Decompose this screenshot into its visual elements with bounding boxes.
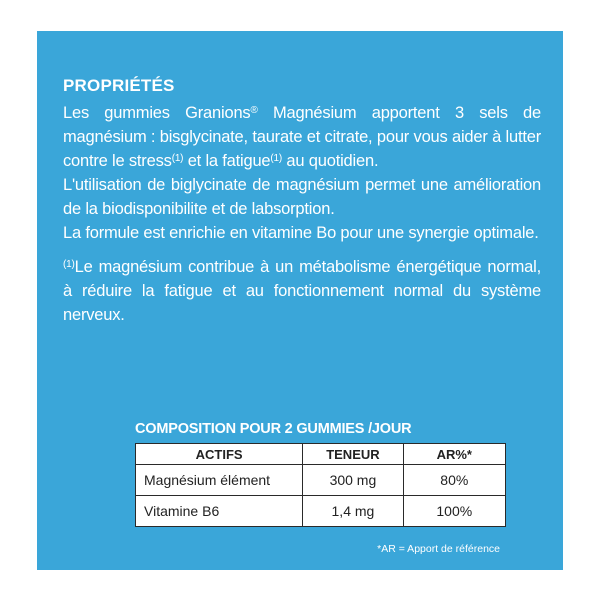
- header-ar: AR%*: [403, 444, 505, 465]
- cell-actif: Magnésium élément: [136, 465, 303, 496]
- reference-footnote: *AR = Apport de référence: [377, 543, 500, 555]
- table-header-row: [136, 444, 506, 465]
- paragraph-formula: La formule est enrichie en vitamine Bo pour une synergie optimale.: [63, 224, 539, 242]
- header-actifs: ACTIFS: [136, 444, 303, 465]
- footnote-marker: (1): [63, 259, 75, 270]
- paragraph-bisglycinate: L'utilisation de biglycinate de magnésium permet une amélioration de la biodisponibilite et de labsorption.: [63, 176, 541, 218]
- header-teneur: TENEUR: [303, 444, 403, 465]
- composition-title: COMPOSITION POUR 2 GUMMIES /JOUR: [135, 421, 412, 437]
- cell-ar: 100%: [403, 496, 505, 527]
- properties-text: [63, 101, 541, 327]
- paragraph-benefits: Les gummies Granions® Magnésium apportent 3 sels de magnésium : bisglycinate, taurate et citrate, pour vous aider à lutter contre le stress$^{(1)}$ et la fatigue$^{(1)}$ au quotidien.: [63, 104, 541, 170]
- footnote-ref: (1): [270, 153, 283, 164]
- product-info-panel: [37, 31, 563, 570]
- section-title: PROPRIÉTÉS: [63, 76, 175, 95]
- cell-teneur: 1,4 mg: [303, 496, 403, 527]
- cell-ar: 80%: [403, 465, 505, 496]
- composition-table: [135, 443, 506, 527]
- footnote-ref: (1): [171, 153, 184, 164]
- cell-actif: Vitamine B6: [136, 496, 303, 527]
- registered-mark: ®: [250, 105, 258, 116]
- footnote-note: $^{(1)}$Le magnésium contribue à un métabolisme énergétique normal, à réduire la fatigue et au fonctionnement normal du système nerveux.: [63, 258, 541, 324]
- table-row: [136, 496, 506, 527]
- cell-teneur: 300 mg: [303, 465, 403, 496]
- table-row: [136, 465, 506, 496]
